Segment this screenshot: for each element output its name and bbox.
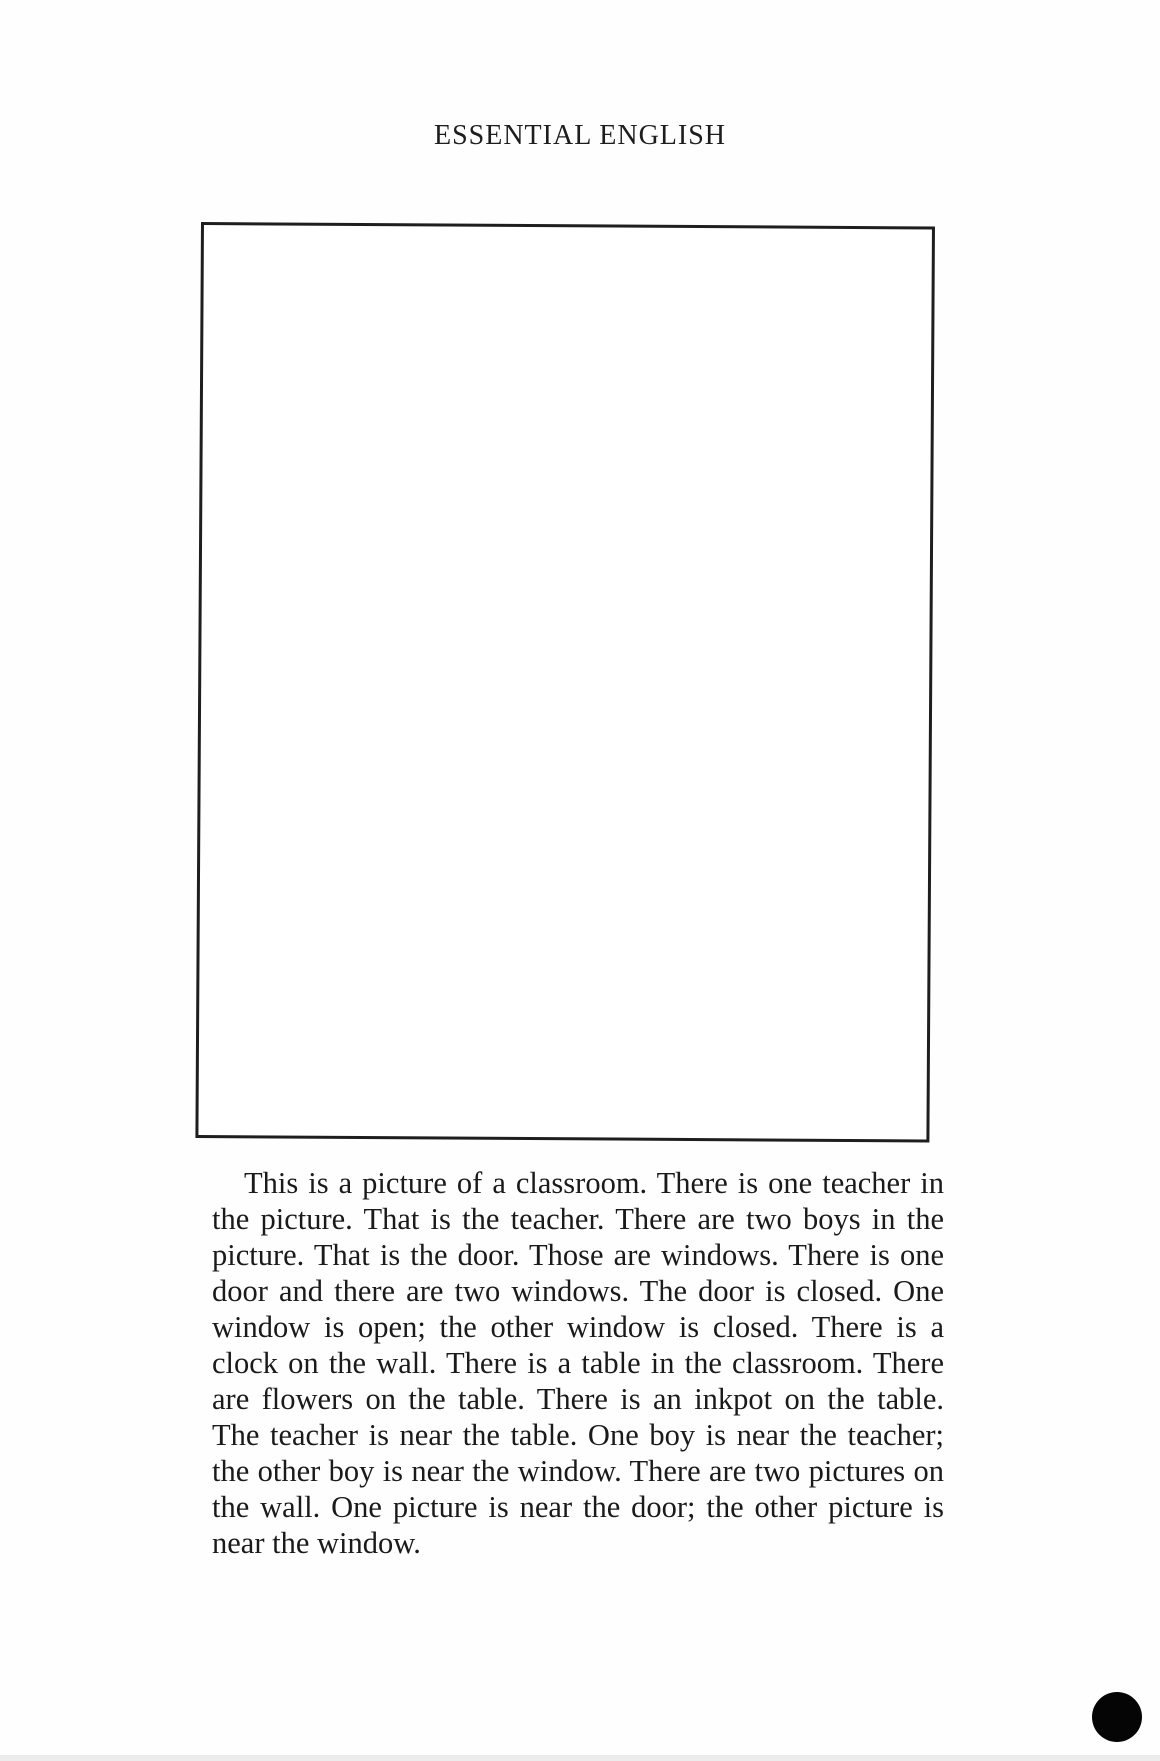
punch-hole-mark <box>1092 1692 1142 1742</box>
running-head-title: ESSENTIAL ENGLISH <box>433 120 727 151</box>
illustration-frame <box>195 222 935 1142</box>
body-paragraph: This is a picture of a classroom. There is one teacher in the picture. That is the teacher. There are two boys in the picture. That is the door. Those are windows. There is one door and there are two windows. The door is closed. One window is open; the other window is closed. There is a clock on the wall. There is a table in the classroom. There are flowers on the table. There is an inkpot on the table. The teacher is near the table. One boy is near the teacher; the other boy is near the window. There are two pictures on the wall. One picture is near the door; the other picture is near the window. <box>212 1166 944 1560</box>
page-bottom-edge <box>0 1755 1160 1761</box>
